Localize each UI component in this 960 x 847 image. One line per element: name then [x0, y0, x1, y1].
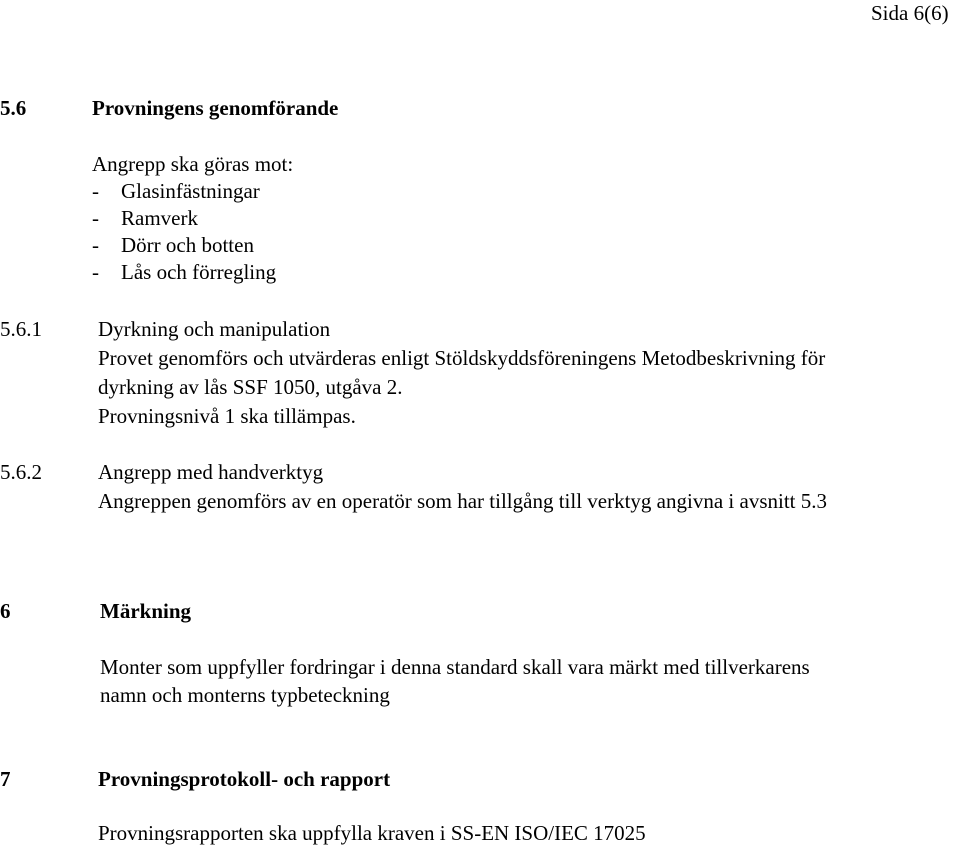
section-title-6: Märkning [100, 599, 192, 623]
section-title-5-6: Provningens genomförande [92, 96, 339, 120]
page-number: Sida 6(6) [871, 1, 949, 25]
attack-intro: Angrepp ska göras mot: [92, 152, 294, 176]
paragraph-line: Provningsnivå 1 ska tillämpas. [98, 404, 356, 428]
section-number-6: 6 [0, 599, 11, 623]
section-title-5-6-2: Angrepp med handverktyg [98, 460, 324, 484]
list-item [92, 205, 198, 232]
paragraph-line: Monter som uppfyller fordringar i denna standard skall vara märkt med tillverkarens [100, 655, 810, 679]
paragraph-line: dyrkning av lås SSF 1050, utgåva 2. [98, 375, 403, 399]
list-item-text: Lås och förregling [121, 260, 277, 284]
list-dash: - [92, 206, 99, 230]
section-number-5-6: 5.6 [0, 96, 27, 120]
paragraph-line: Provet genomförs och utvärderas enligt Stöldskyddsföreningens Metodbeskrivning för [98, 346, 826, 370]
list-item [92, 178, 260, 205]
list-item [92, 232, 254, 259]
list-item [92, 259, 276, 286]
list-item-text: Dörr och botten [121, 233, 254, 257]
section-title-5-6-1: Dyrkning och manipulation [98, 317, 331, 341]
list-dash: - [92, 260, 99, 284]
list-dash: - [92, 233, 99, 257]
paragraph-line: namn och monterns typbeteckning [100, 683, 390, 707]
section-number-7: 7 [0, 767, 11, 791]
list-item-text: Ramverk [121, 206, 198, 230]
paragraph-line: Provningsrapporten ska uppfylla kraven i SS-EN ISO/IEC 17025 [98, 821, 646, 845]
section-title-7: Provningsprotokoll- och rapport [98, 767, 391, 791]
list-dash: - [92, 179, 99, 203]
paragraph-line: Angreppen genomförs av en operatör som har tillgång till verktyg angivna i avsnitt 5.3 [98, 489, 827, 513]
section-number-5-6-1: 5.6.1 [0, 317, 42, 341]
section-number-5-6-2: 5.6.2 [0, 460, 42, 484]
list-item-text: Glasinfästningar [121, 179, 260, 203]
